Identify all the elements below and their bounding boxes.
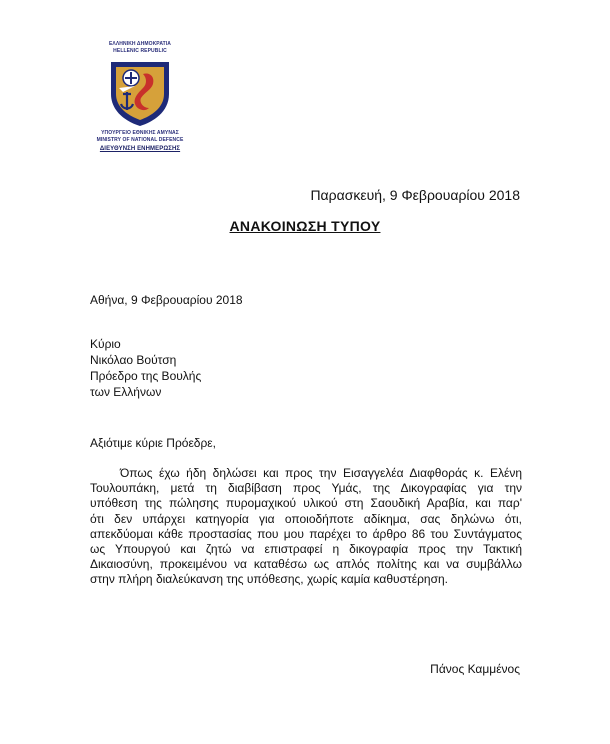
- signature-name: Πάνος Καμμένος: [430, 662, 520, 676]
- body-line: υπόθεση της πώλησης πυρομαχικού υλικού στη Σαουδική Αραβία, και παρ': [90, 496, 522, 511]
- letter-body: [90, 466, 522, 588]
- logo-text-top-greek: ΕΛΛΗΝΙΚΗ ΔΗΜΟΚΡΑΤΙΑ: [108, 41, 172, 47]
- body-line: ότι δεν υπάρχει κατηγορία για οποιοδήποτε αδίκημα, σας δηλώνω ότι,: [90, 511, 522, 526]
- recipient-line: των Ελλήνων: [90, 385, 162, 399]
- page-title: ΑΝΑΚΟΙΝΩΣΗ ΤΥΠΟΥ: [229, 218, 381, 234]
- body-line: Όπως έχω ήδη δηλώσει και προς την Εισαγγελέα Διαφθοράς κ. Ελένη: [120, 466, 522, 480]
- logo-text-top-english: HELLENIC REPUBLIC: [113, 48, 167, 54]
- place-date: Αθήνα, 9 Φεβρουαρίου 2018: [90, 293, 243, 307]
- recipient-line: Πρόεδρο της Βουλής: [90, 369, 202, 383]
- logo-directorate: ΔΙΕΥΘΥΝΣΗ ΕΝΗΜΕΡΩΣΗΣ: [99, 146, 181, 152]
- logo-text-bottom-english: MINISTRY OF NATIONAL DEFENCE: [96, 137, 184, 143]
- body-line: απεκδύομαι κάθε προστασίας που μου παρέχει το άρθρο 86 του Συντάγματος: [90, 526, 522, 541]
- document-date: Παρασκευή, 9 Φεβρουαρίου 2018: [310, 187, 520, 203]
- logo-text-bottom-greek: ΥΠΟΥΡΓΕΙΟ ΕΘΝΙΚΗΣ ΑΜΥΝΑΣ: [101, 130, 179, 136]
- recipient-line: Κύριο: [90, 337, 121, 351]
- body-line: Δικαιοσύνη, προκειμένου να καταθέσω ως απλός πολίτης και να συμβάλλω: [90, 557, 522, 572]
- salutation: Αξιότιμε κύριε Πρόεδρε,: [90, 436, 216, 450]
- recipient-block: [90, 336, 201, 400]
- body-line: Τουλουπάκη, μετά τη διαβίβαση προς Υμάς, της Δικογραφίας για την: [90, 481, 522, 496]
- body-line: ως Υπουργού και ζητώ να επιστραφεί η δικογραφία προς την Τακτική: [90, 542, 522, 557]
- ministry-crest-icon: [105, 58, 175, 128]
- recipient-line: Νικόλαο Βούτση: [90, 353, 177, 367]
- body-line: στην πλήρη διαλεύκανση της υπόθεσης, χωρίς καμία καθυστέρηση.: [90, 572, 448, 587]
